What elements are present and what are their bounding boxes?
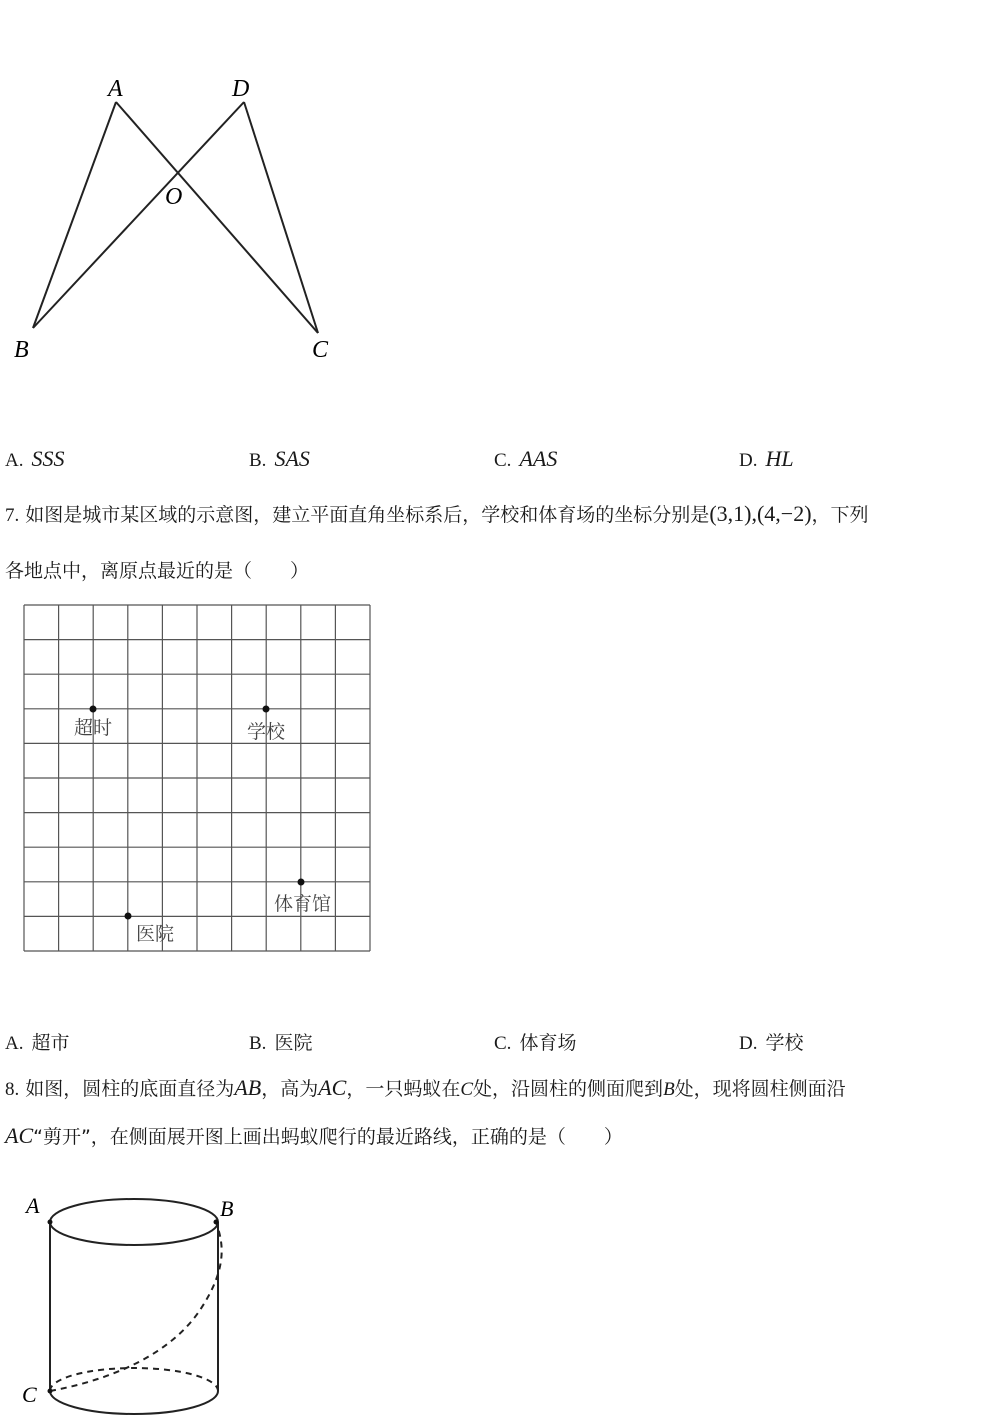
cyl-label-C: C <box>22 1382 37 1407</box>
q7-line-1: 7. 如图是城市某区域的示意图，建立平面直角坐标系后，学校和体育场的坐标分别是(3,1),(4,−2)，下列 <box>5 501 869 526</box>
point-stadium <box>298 879 305 886</box>
label-B: B <box>14 337 29 363</box>
segment-DB <box>33 102 244 328</box>
q7-option-a[interactable]: A. 超市 <box>5 1032 70 1054</box>
point-school <box>263 706 270 713</box>
label-supermarket: 超时 <box>74 717 113 739</box>
q7-option-b[interactable]: B. 医院 <box>249 1032 313 1054</box>
q6-option-d[interactable]: D. HL <box>739 446 794 471</box>
segment-AB <box>33 102 116 328</box>
ant-path-dashed <box>50 1222 222 1391</box>
q8-line-2: AC“剪开”，在侧面展开图上画出蚂蚁爬行的最近路线，正确的是（ ） <box>5 1123 623 1148</box>
segment-DC <box>244 102 318 333</box>
label-O: O <box>165 184 183 210</box>
point-C <box>48 1389 53 1394</box>
segment-AC <box>116 102 318 333</box>
q6-option-c[interactable]: C. AAS <box>494 446 558 471</box>
q7-line-2: 各地点中，离原点最近的是（ ） <box>5 560 310 582</box>
cyl-label-A: A <box>26 1193 40 1218</box>
label-C: C <box>312 337 329 363</box>
crossing-triangles-figure <box>0 60 360 370</box>
cyl-label-B: B <box>220 1196 234 1221</box>
point-B <box>214 1220 219 1225</box>
point-hospital <box>125 913 132 920</box>
cylinder-figure <box>0 1180 280 1427</box>
label-school: 学校 <box>247 721 286 743</box>
label-A: A <box>108 76 123 102</box>
label-stadium: 体育馆 <box>274 893 332 915</box>
q7-option-c[interactable]: C. 体育场 <box>494 1032 577 1054</box>
city-grid-map <box>0 590 400 970</box>
q6-option-a[interactable]: A. SSS <box>5 446 65 471</box>
cylinder-top-ellipse <box>50 1199 218 1245</box>
point-supermarket <box>90 706 97 713</box>
q8-line-1: 8. 如图，圆柱的底面直径为AB，高为AC，一只蚂蚁在C处，沿圆柱的侧面爬到B处，现将圆柱侧面沿 <box>5 1075 846 1100</box>
q6-option-b[interactable]: B. SAS <box>249 446 310 471</box>
label-D: D <box>232 76 250 102</box>
cylinder-bottom-front-arc <box>50 1391 218 1414</box>
cylinder-bottom-back-arc <box>50 1368 218 1391</box>
point-A <box>48 1220 53 1225</box>
q7-option-d[interactable]: D. 学校 <box>739 1032 804 1054</box>
label-hospital: 医院 <box>136 923 175 945</box>
